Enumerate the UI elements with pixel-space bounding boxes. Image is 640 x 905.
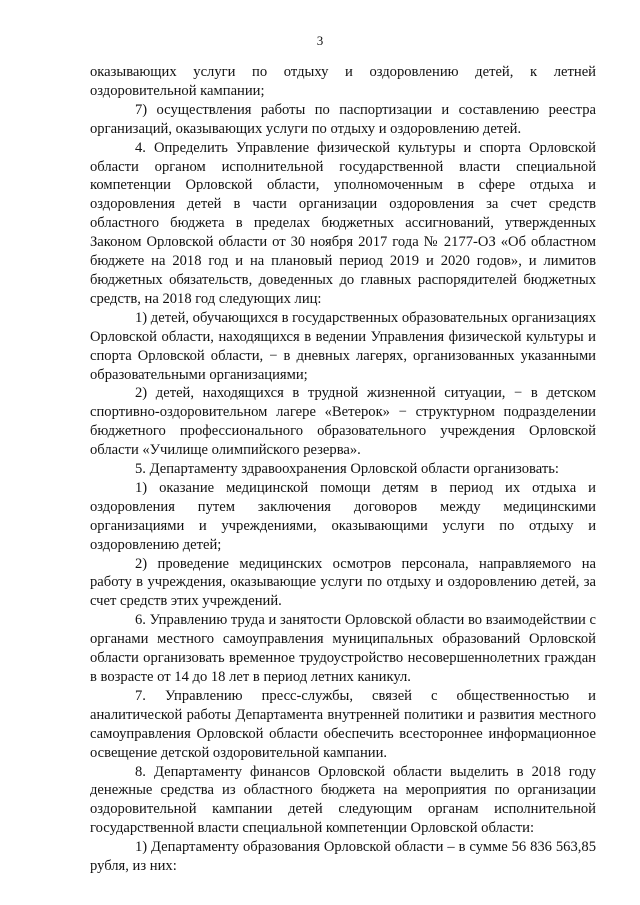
paragraph-continuation: оказывающих услуги по отдыху и оздоровлению детей, к летней оздоровительной кампании; — [90, 64, 596, 99]
page-number: 3 — [316, 33, 324, 48]
paragraph-section-8: 8. Департаменту финансов Орловской области выделить в 2018 году денежные средства из областного бюджета на мероприятия по организации оздоровительной кампании детей следующим органам исполнительной государственной власти специальной компетенции Орловской области: — [90, 763, 596, 837]
paragraph-section-5: 5. Департаменту здравоохранения Орловской области организовать: — [135, 461, 559, 478]
paragraph-section-5-item-2: 2) проведение медицинских осмотров персонала, направляемого на работу в учреждения, оказывающие услуги по отдыху и оздоровлению детей, за счет средств этих учреждений. — [90, 555, 596, 610]
paragraph-section-4: 4. Определить Управление физической культуры и спорта Орловской области органом исполнительной государственной власти специальной компетенции Орловской области, уполномоченным в сфере отдыха и оздоровления детей в части организации оздоровления за счет средств областного бюджета в пределах бюджетных ассигнований, утвержденных Законом Орловской области от 30 ноября 2017 года № 2177-ОЗ «Об областном бюджете на 2018 год и на плановый период 2019 и 2020 годов», и лимитов бюджетных обязательств, доведенных до главных распорядителей бюджетных средств, на 2018 год следующих лиц: — [90, 139, 596, 307]
paragraph-section-7: 7. Управлению пресс-службы, связей с общественностью и аналитической работы Департамента внутренней политики и развития местного самоуправления Орловской области обеспечить всестороннее информационное освещение детской оздоровительной кампании. — [90, 687, 596, 761]
paragraph-section-8-item-1: 1) Департаменту образования Орловской области – в сумме 56 836 563,85 рубля, из них: — [90, 839, 596, 875]
paragraph-section-4-item-1: 1) детей, обучающихся в государственных образовательных организациях Орловской области, находящихся в ведении Управления физической культуры и спорта Орловской области, − в дневных лагерях, организованных указанными образовательными организациями; — [90, 309, 596, 383]
paragraph-section-6: 6. Управлению труда и занятости Орловской области во взаимодействии с органами местного самоуправления муниципальных образований Орловской области организовать временное трудоустройство несовершеннолетних граждан в возрасте от 14 до 18 лет в период летних каникул. — [90, 612, 596, 685]
paragraph-section-4-item-2: 2) детей, находящихся в трудной жизненной ситуации, − в детском спортивно-оздоровительном лагере «Ветерок» − структурном подразделении бюджетного профессионального образовательного учреждения Орловской области «Училище олимпийского резерва». — [90, 385, 596, 459]
paragraph-item-7-passportization: 7) осуществления работы по паспортизации и составлению реестра организаций, оказывающих услуги по отдыху и оздоровлению детей. — [90, 101, 596, 137]
paragraph-section-5-item-1: 1) оказание медицинской помощи детям в период их отдыха и оздоровления путем заключения договоров между медицинскими организациями и учреждениями, оказывающими услуги по отдыху и оздоровлению детей; — [90, 479, 596, 553]
document-body — [90, 63, 596, 876]
